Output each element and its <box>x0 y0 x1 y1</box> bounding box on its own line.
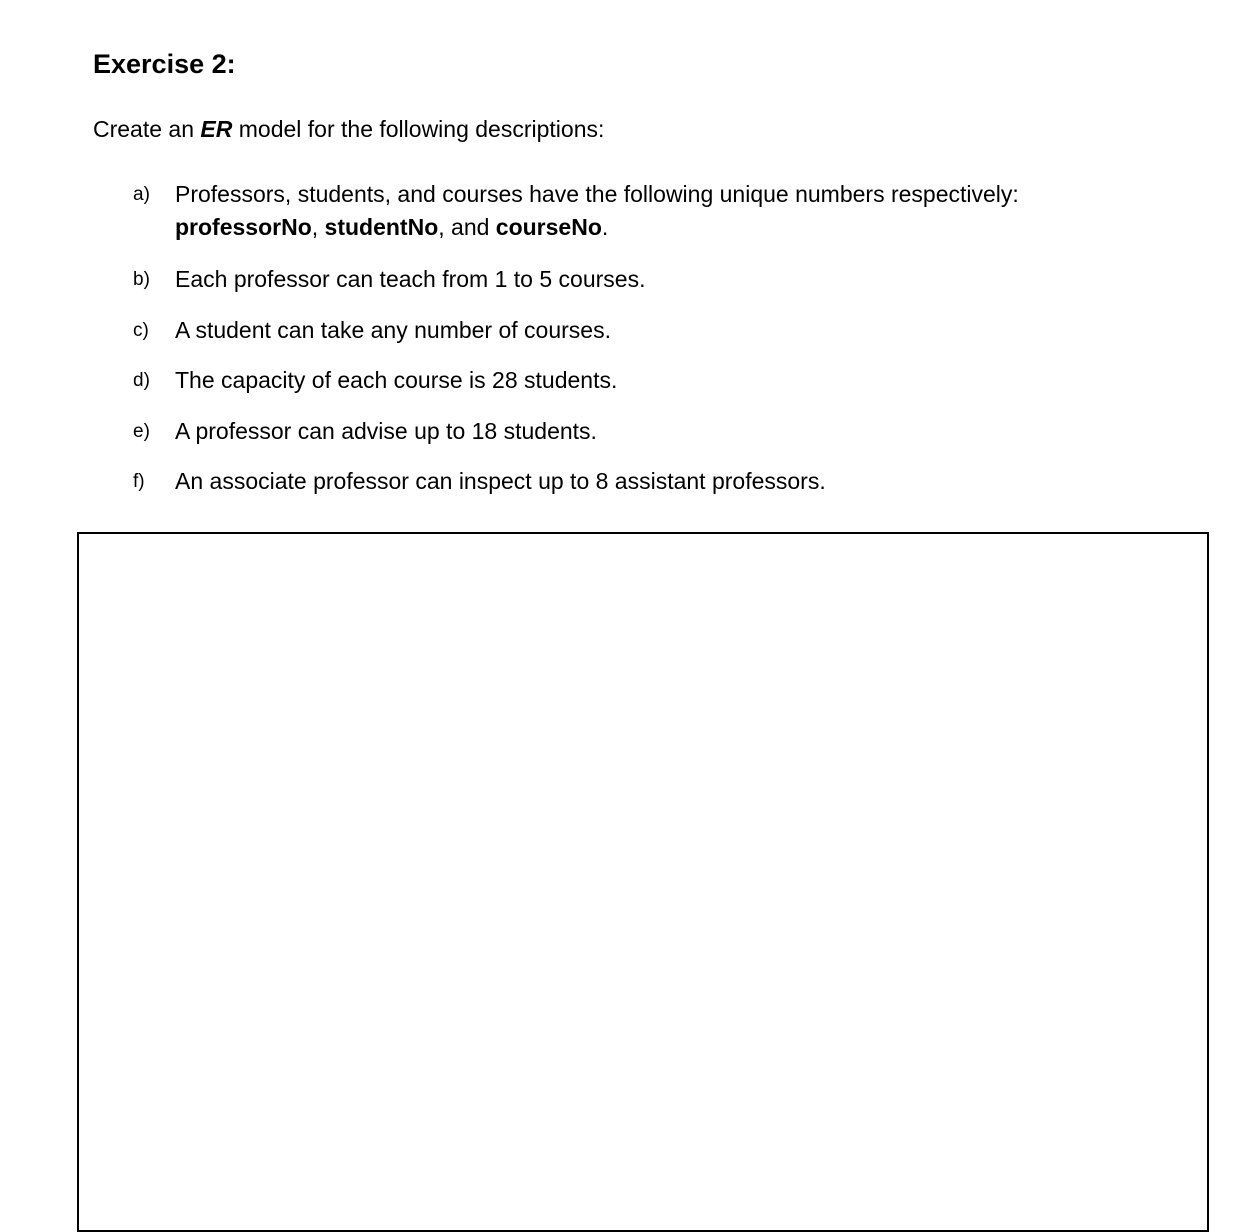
list-item-a <box>133 178 1133 244</box>
list-item-text: The capacity of each course is 28 students. <box>175 367 618 393</box>
list-item-text: Each professor can teach from 1 to 5 courses. <box>175 266 646 292</box>
list-marker: b) <box>133 269 150 290</box>
keyword-courseno: courseNo <box>495 214 602 240</box>
list-item-text: An associate professor can inspect up to 8 assistant professors. <box>175 468 826 494</box>
intro-after: model for the following descriptions: <box>232 116 605 142</box>
list-marker: f) <box>133 471 145 492</box>
list-item-text: A student can take any number of courses. <box>175 317 611 343</box>
exercise-title: Exercise 2: <box>93 49 236 79</box>
list-item-text: A professor can advise up to 18 students. <box>175 418 597 444</box>
keyword-studentno: studentNo <box>324 214 439 240</box>
list-marker: d) <box>133 370 150 391</box>
separator: . <box>601 214 609 240</box>
intro-before: Create an <box>93 116 201 142</box>
list-marker: c) <box>133 320 149 341</box>
separator: , and <box>438 214 496 240</box>
intro-emphasis-er: ER <box>200 116 233 142</box>
list-item-line: Professors, students, and courses have the following unique numbers respectively: <box>175 181 1019 207</box>
keyword-professorno: professorNo <box>175 214 312 240</box>
list-marker: a) <box>133 184 150 205</box>
list-marker: e) <box>133 421 150 442</box>
intro-text <box>93 113 604 145</box>
answer-box[interactable] <box>77 532 1209 1232</box>
list-item-text <box>175 178 1135 244</box>
separator: , <box>311 214 325 240</box>
